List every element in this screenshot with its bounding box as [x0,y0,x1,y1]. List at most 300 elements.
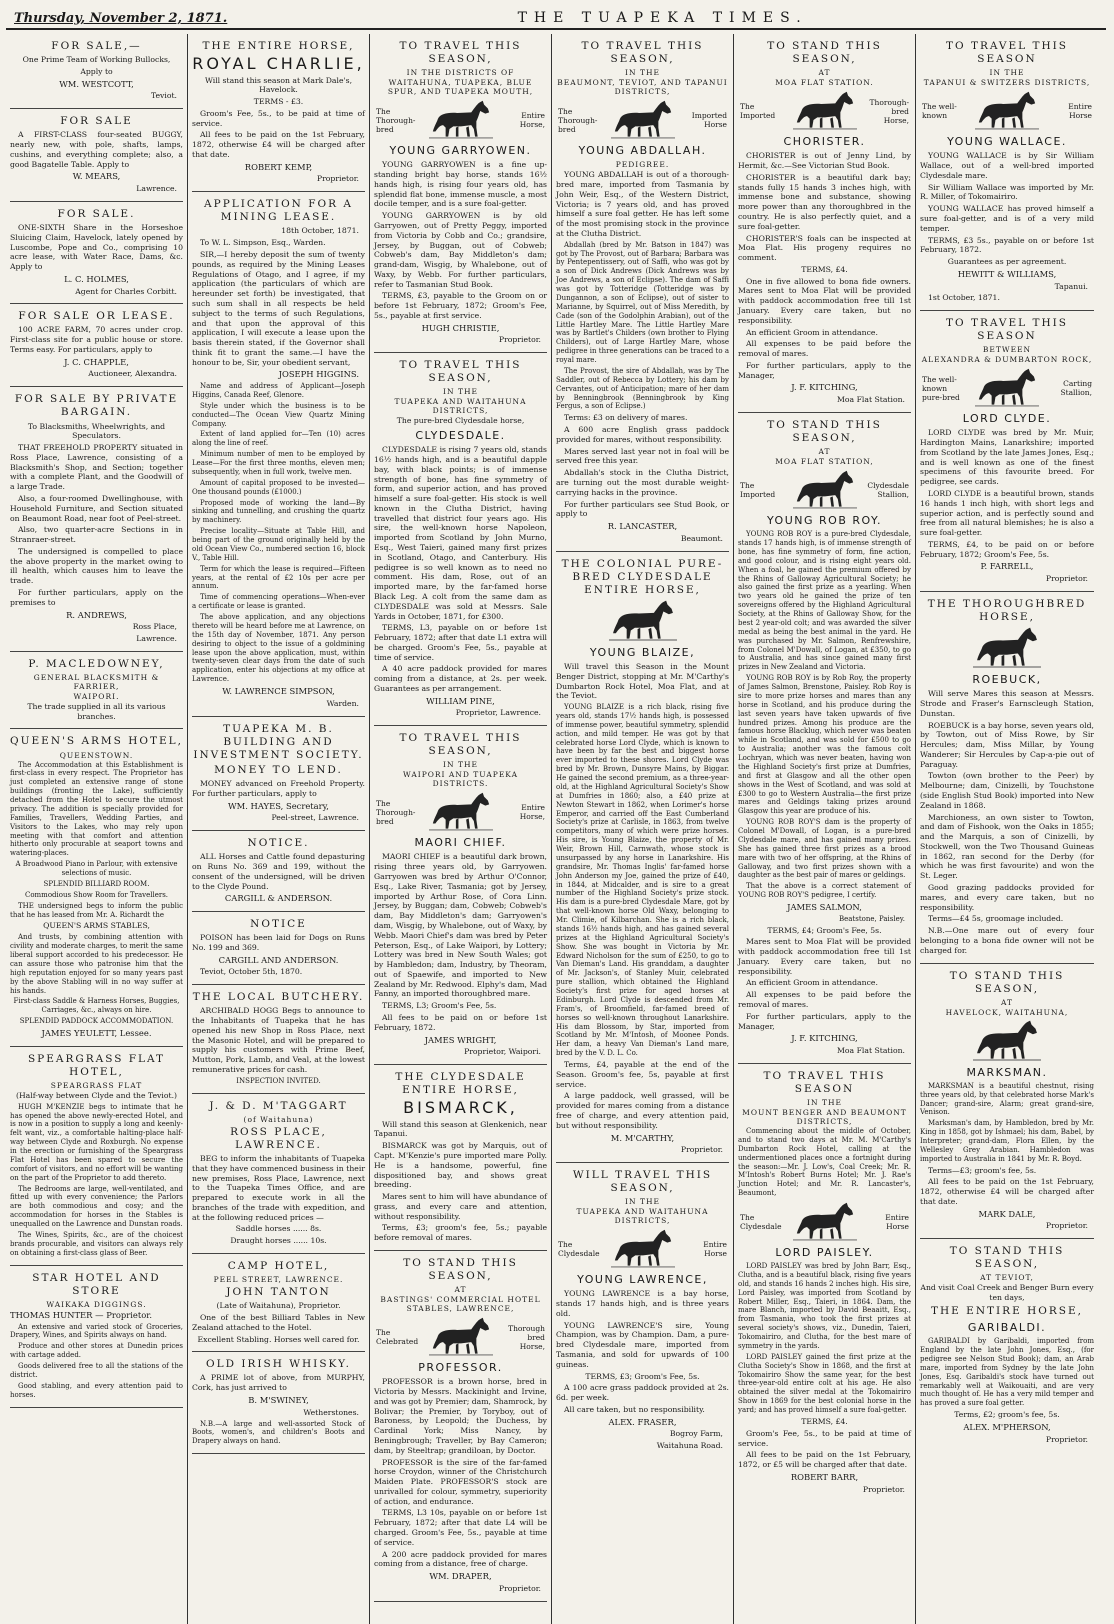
ad-text: SPLENDID PADDOCK ACCOMMODATION. [19,1017,174,1026]
ad-signature: ALEX. M'PHERSON, [963,1421,1051,1432]
proprietor-name: THOMAS HUNTER [10,1309,93,1320]
ad-terms: TERMS, £4. [801,1416,848,1426]
ad-text: PROFESSOR is the sire of the far-famed horse Croydon, winner of the Christchurch Maiden Plate. PROFESSOR'S stock are unrivalled for colour, symmetry, superiority of action, and endurance. [374,1457,547,1506]
ad-text: HUGH M'KENZIE begs to intimate that he has opened the above newly-erected Hotel, and is now in a position to supply a long and keenly-felt want, viz., a comfortable halting-place half-way between Clyde and Roxburgh. No expense in the erection or furnishing of the Speargrass Flat Hotel has been spared to secure the comfort of visitors, and no effort will be wanting on the part of the Proprietor to add thereto. [10,1102,183,1182]
ad-signature: W. LAWRENCE SIMPSON, [222,686,335,697]
horse-label-right: Entire Horse, [519,111,545,130]
horse-name: ROYAL CHARLIE, [192,54,365,74]
ad-text: Terms, £4, payable at the end of the Season. Groom's fee, 5s, payable at first service. [556,1060,729,1089]
horse-name: LORD CLYDE. [962,412,1052,426]
ad-date: Teviot, October 5th, 1870. [200,967,303,977]
ad-line: The pure-bred Clydesdale horse, [396,416,525,426]
ad-subheading: TUAPEKA AND WAITAHUNA DISTRICTS, [394,397,527,416]
ad-subheading: WAIPORI. [73,691,120,701]
ad-text: ROEBUCK is a bay horse, seven years old, by Towton, out of Miss Rowe, by Sir Hercules; dam, Miss Millar, by Young Wanderer; Sir Hercules by Cap-a-pie out of Paraguay. [920,720,1094,769]
ad-roebuck [920,592,1094,964]
ad-text: INSPECTION INVITED. [236,1076,321,1085]
ad-text: Abdallah (bred by Mr. Batson in 1847) was got by The Provost, out of Barbara; Barbara was by Pentepentissery, out of Saffi, who was got by a son of Dick Andrews (Dick Andrews was by Joe Andrews, a son of Eclipse). The dam of Saffi was got by Totteridge (Totteridge was by Dungannon, a son of Eclipse), out of sister to Marianne, by Squirrel, out of Miss Meredith, by Cade (son of the Godolphin Arabian), out of the Little Hartley Mare. The Little Hartley Mare was by Bartlet's Childers (own brother to Flying Childers), out of Large Hartley Mare, whose pedigree in three generations can be traced to a royal mare. [556,240,729,365]
ad-signature: B. M'SWINEY, [248,1395,309,1406]
ad-text: LORD CLYDE was bred by Mr. Muir, Hardington Mains, Lanarkshire; imported from Scotland by the late James Jones, Esq.; and is well known as one of the finest specimens of this favourite breed. For pedigree, see cards. [920,428,1094,487]
ad-heading: NOTICE. [247,837,310,850]
horse-illustration-row [376,1316,545,1358]
horse-name: YOUNG ABDALLAH. [578,144,707,158]
horse-illustration-row [740,1201,909,1243]
ad-text: For further particulars see Stud Book, or apply to [556,499,729,519]
horse-icon [429,99,493,141]
horse-illustration-row [376,791,545,833]
ad-place: Waitahuna Road. [656,1441,723,1451]
ad-place: Beaumont. [680,533,723,543]
ad-signature: JOSEPH HIGGINS. [278,369,359,380]
ad-text: Commodious Show Room for Travellers. [24,890,169,899]
ad-place: Proprietor. [1045,1221,1088,1231]
ad-text: Terms, £2; groom's fee, 5s. [954,1410,1060,1420]
ad-garibaldi [920,1239,1094,1451]
ad-farm [10,304,183,387]
ad-date: 18th October, 1871. [281,226,359,236]
ad-text: Sir William Wallace was imported by Mr. R. Miller, of Tokomairiro. [920,182,1094,202]
horse-name: MAORI CHIEF. [414,836,507,850]
ad-signature: CARGILL & ANDERSON. [224,893,333,904]
ad-signature: R. ANDREWS, [66,609,127,620]
ad-signature: ROBERT KEMP, [244,161,313,172]
horse-illustration-row [558,99,727,141]
ad-lord-paisley [738,1064,911,1501]
ad-heading: TO STAND THIS SEASON, [949,969,1065,995]
price-item: Saddle horses [235,1224,291,1234]
ad-text: YOUNG GARRYOWEN is a fine up-standing bright bay horse, stands 16½ hands high, is rising four years old, has splendid flat bone, immense muscle, a most docile temper, and is a sure foal-getter. [374,160,547,209]
horse-label-right: Entire Horse [885,1213,909,1232]
column-2 [188,34,370,1624]
horse-name: GARIBALDI. [967,1321,1047,1335]
ad-line: Will stand this season at Mark Dale's, Havelock. [204,75,353,95]
ad-heading: THE THOROUGHBRED HORSE, [927,597,1087,624]
ad-heading: TO STAND THIS SEASON, [403,1257,518,1283]
ad-heading: OLD IRISH WHISKY. [206,1358,351,1371]
ad-text: SPLENDID BILLIARD ROOM. [43,879,150,888]
ad-signature: HEWITT & WILLIAMS, [957,268,1057,279]
ad-text: Terms, £3; groom's fee, 5s.; payable before removal of mares. [374,1223,547,1243]
ad-signature: HUGH CHRISTIE, [421,322,500,333]
ad-subheading: MOA FLAT STATION, [775,457,874,467]
price-line: Draught horses ...... 10s. [230,1236,327,1246]
ad-text: MONEY advanced on Freehold Property. For further particulars, apply to [192,779,365,798]
ad-text: YOUNG ROB ROY is by Rob Roy, the property of James Salmon, Brenstone, Paisley. Rob Roy is sire to more prize horses and mares than any horse in Scotland, and his produce during the last seven years have taken upwards of five hundred prizes. Among his produce are the famous horse Blacklug, which never was beaten while in Scotland, and was sold for £500 to go to Australia; another was the famous colt Lochryan, which was never beaten, having won the Highland Society's first prize at Dumfries, and first at Glasgow and all the other open shows in the West of Scotland, and was sold at £300 to go to Western Australia—the first prize mares and Geldings taking prizes around Glasgow this year are produce of his. [738,674,911,816]
column-4 [552,34,734,1624]
ad-heading: TO STAND THIS SEASON, [767,418,882,445]
ad-text: Guarantees as per agreement. [947,257,1067,267]
ad-chorister [738,34,911,413]
ad-text: Will stand this season at Glenkenich, near Tapanui. [374,1119,547,1139]
ad-text: SIR,—I hereby deposit the sum of twenty pounds, as required by the Mining Leases Regulations of Otago, and I agree, if my application (the particulars of which are hereunder set forth) be investigated, that such sum shall in all respects be held subject to the terms of such Regulations, and that upon the approval of this application, I will execute a lease upon the basis therein stated, if the Governor shall think fit to grant the same.—I have the honour to be, Sir, your obedient servant, [192,250,365,367]
ad-notice-poison [192,912,365,985]
ad-heading: SPEARGRASS FLAT HOTEL, [27,1052,166,1078]
horse-label-right: Thorough-bred Horse, [869,97,909,125]
horse-name: LORD PAISLEY. [775,1246,874,1260]
ad-line: (Late of Waitahuna), Proprietor. [216,1301,341,1311]
ad-text: TERMS, £3, payable to the Groom on or before 1st February, 1872; Groom's Fee, 5s., payable at first service. [374,291,547,320]
ad-text: Good grazing paddocks provided for mares, and every care taken, but no responsibility. [920,883,1094,912]
ad-subheading: AT [818,447,831,457]
horse-label-left: The Thorough-bred [558,106,598,134]
ad-signature: JAMES WRIGHT, [424,1034,497,1045]
ad-signature: J. F. KITCHING, [791,382,858,393]
ad-subheading: IN THE [443,760,478,770]
ad-heading: JOHN TANTON [226,1286,331,1299]
ad-text: Terms—£3; groom's fee, 5s. [928,1165,1037,1175]
ad-text: CLYDESDALE is rising 7 years old, stands 16½ hands high, and is a beautiful dapple bay, with black points; is of immense strength of bone, has fine symmetry of form, and superior action, and has proved himself a sure foal-getter. His stock is well known in the Clutha District, having travelled that district four years ago. His sire, the well-known horse Napoleon, imported from Scotland by John Murno, Esq., West Taieri, gained many first prizes in Scotland, Otago, and Canterbury. His pedigree is so well known as to need no comment. His dam, Rose, out of an imported mare, by the far-famed horse Black Leg. A colt from the same dam as CLYDESDALE was sold at Messrs. Sale Yards in October, 1871, for £300. [374,445,547,621]
ad-signature: ALEX. FRASER, [608,1416,677,1427]
horse-label-left: The Thorough-bred [376,106,416,134]
ad-signature: WM. HAYES, Secretary, [228,800,329,811]
ad-place: Wetherstones. [303,1407,359,1417]
ad-text: Proposed mode of working the land—By sinking and tunnelling, and crushing the quartz by machinery. [192,498,365,525]
horse-label-right: Entire Horse, [519,803,545,822]
ad-subheading: HAVELOCK, WAITAHUNA, [945,1007,1069,1017]
ad-text: Terms—£4 5s, groomage included. [928,914,1064,924]
masthead [6,6,1106,30]
newspaper-title: THE TUAPEKA TIMES. [517,10,808,26]
horse-name: BISMARCK, [403,1098,518,1118]
proprietor-role: Proprietor. [106,1309,153,1320]
ad-text: All fees to be paid on or before 1st February, 1872. [374,1012,547,1032]
ad-text: TERMS, £4, to be paid on or before February, 1872; Groom's Fee, 5s. [920,539,1094,559]
horse-icon [793,90,857,132]
ad-heading: FOR SALE BY PRIVATE BARGAIN. [14,393,179,419]
ad-subheading: WAIPORI AND TUAPEKA DISTRICTS. [402,770,519,789]
ad-text: All expenses to be paid before the removal of mares. [738,990,911,1010]
ad-mining-lease [192,192,365,716]
ad-place: Beatstone, Paisley. [838,914,905,923]
ad-subheading: GENERAL BLACKSMITH & FARRIER, [33,672,160,691]
horse-name: PROFESSOR. [418,1361,503,1375]
price-line: Saddle horses ...... 8s. [235,1224,322,1234]
ad-text: Mares sent to Moa Flat will be provided with paddock accommodation free till 1st January. Every care taken, but no responsibility. [738,937,911,976]
ad-heading: THE COLONIAL PURE-BRED CLYDESDALE ENTIRE HORSE, [561,557,724,596]
horse-illustration-row [740,90,909,132]
ad-subheading: PEDIGREE. [615,160,670,170]
horse-icon [975,90,1039,132]
ad-subheading: MOA FLAT STATION. [775,78,874,88]
ad-place: Moa Flat Station. [837,1046,905,1056]
ad-place: Peel-street, Lawrence. [271,813,359,823]
ad-text: LORD CLYDE is a beautiful brown, stands 16 hands 1 inch high, with short legs and superior action, and is perfectly sound and free from all natural blemishes; he is also a sure foal-getter. [920,489,1094,538]
ad-text: YOUNG ABDALLAH is out of a thorough-bred mare, imported from Tasmania by John Weir, Esq., of the Western District, Victoria; is 7 years old, and has proved himself a sure foal getter. He has left some of the most promising stock in the province at the Clutha District. [556,170,729,238]
horse-name: YOUNG WALLACE. [947,135,1067,149]
ad-subheading: BEAUMONT, TEVIOT, AND TAPANUI DISTRICTS, [557,78,728,97]
ad-place: Proprietor. [316,174,359,184]
ad-text: ARCHIBALD HOGG Begs to announce to the Inhabitants of Tuapeka that he has opened his new Shop in Ross Place, next the Masonic Hotel, and will be prepared to supply his customers with Prime Beef, Mutton, Pork, Lamb, and Veal, at the lowest remunerative prices for cash. [192,1006,365,1074]
ad-text: Good stabling, and every attention paid to horses. [10,1381,183,1399]
horse-label-right: Entire Horse [1068,102,1092,121]
horse-label-right: Carting Stallion, [1060,379,1092,398]
horse-illustration-row [740,469,909,511]
ad-heading: WILL TRAVEL THIS SEASON, [572,1169,713,1195]
ad-subheading: ALEXANDRA & DUMBARTON ROCK, [921,355,1093,365]
ad-place: Lawrence. [136,634,177,644]
ad-heading: TO TRAVEL THIS SEASON [946,317,1068,343]
horse-label-left: The Clydesdale [558,1240,600,1259]
ad-text: The Provost, the sire of Abdallah, was by The Saddler, out of Rebecca by Lottery; his dam by Cervantes, out of Anticipation; mare of her dam by Benningbrook (Benningbrook by King Fergus, a son of Eclipse.) [556,366,729,411]
horse-name: YOUNG GARRYOWEN. [389,144,532,158]
ad-text: All fees to be paid on the 1st February, 1872, or £5 will be charged after that date. [738,1450,911,1470]
ad-subheading: SPEARGRASS FLAT [50,1080,143,1090]
horse-label-left: The Celebrated [376,1328,419,1347]
price-item: Draught horses [230,1236,291,1246]
ad-place: Lawrence. [136,184,177,194]
ad-text: Style under which the business is to be conducted—The Ocean View Quartz Mining Company. [192,401,365,428]
ad-place: Teviot. [150,91,177,101]
ad-place: Proprietor, Waipori. [464,1047,541,1057]
horse-label-left: The Clydesdale [740,1213,782,1232]
ad-place: Proprietor. [862,1484,905,1494]
horse-icon [611,99,675,141]
ad-signature: J. C. CHAPPLE, [64,356,129,367]
ad-place: Auctioneer, Alexandra. [88,369,177,379]
horse-name: YOUNG LAWRENCE, [577,1273,708,1287]
ad-text: PROFESSOR is a brown horse, bred in Victoria by Messrs. Mackinight and Irvine, and was got by Premier; dam, Shamrock, by Bolivar; the Premier, by Toryboy, out of Baroness, by Leopold; the Duchess, by Cardinal York; Miss Nancy, by Beningbrough; Traveller, by Bay Cameron; dam, by Steeltrap; grandiloan, by Doctor. [374,1377,547,1455]
ad-signature: ROBERT BARR, [790,1471,859,1482]
ad-heading: THE CLYDESDALE ENTIRE HORSE, [395,1070,526,1097]
ad-text: MARKSMAN is a beautiful chestnut, rising three years old, by that celebrated horse Mark's Dancer; grand-sire, Alarm; great grand-sire, Venison. [920,1081,1094,1117]
ad-heading: P. MACLEDOWNEY, [28,657,165,670]
ad-clydesdale [374,353,547,726]
horse-icon [609,599,677,643]
ad-young-lawrence [556,1163,729,1458]
horse-label-right: Clydesdale Stallion, [867,481,909,500]
ad-subheading: WAITAHUNA, TUAPEKA, BLUE SPUR, AND TUAPEKA MOUTH, [387,78,534,97]
ad-text: Time of commencing operations—When-ever a certificate or lease is granted. [192,593,365,611]
ad-place: Agent for Charles Corbitt. [75,286,177,296]
ad-bullocks [10,34,183,109]
ad-heading: ROSS PLACE, LAWRENCE. [230,1125,327,1151]
ad-text: BISMARCK was got by Marquis, out of Capt. M'Kenzie's pure imported mare Polly. He is a handsome, powerful, fine dispositioned bay, and shows great breeding. [374,1141,547,1190]
ad-text: For further particulars, apply to the Manager, [738,1011,911,1031]
ad-signature: J. F. KITCHING, [791,1033,858,1044]
horse-name: YOUNG ROB ROY. [766,514,883,528]
issue-date: Thursday, November 2, 1871. [14,11,228,26]
ad-young-rob-roy [738,413,911,1064]
horse-icon [429,791,493,833]
ad-text: A 100 acre grass paddock provided at 2s. 6d. per week. [556,1383,729,1403]
ad-notice-cattle [192,831,365,912]
horse-icon [975,367,1039,409]
column-5 [734,34,916,1624]
ad-heading: TO STAND THIS SEASON, [949,1245,1065,1271]
horse-icon [429,1316,493,1358]
ad-text: All expenses to be paid before the removal of mares. [738,339,911,359]
ad-text: YOUNG ROB ROY is a pure-bred Clydesdale, stands 17 hands high, is of immense strength of bone, has fine symmetry of form, fine action, and good colour, and is rising eight years old. When a foal, he gained the premium offered by the Rhins of Galloway Agricultural Society; he also gained the first prize as a yearling. When two years old he gained the prize of ten sovereigns offered by the Highland Agricultural Society, at the Rhins of Galloway Show, for the best 2 year-old colt; and was awarded the silver medal as being the best animal in the yard. He was purchased by Mr. Salmon, Renfrewshire, from Colonel M'Dowall, of Logan, at £350, to go to Australia, and has since gained many first prizes in New Zealand and Victoria. [738,530,911,672]
ad-text: The Wines, Spirits, &c., are of the choicest brands procurable, and visitors can always rely on obtaining a first-class glass of Beer. [10,1230,183,1257]
ad-text: N.B.—One mare out of every four belonging to a bona fide owner will not be charged for. [920,926,1094,955]
ad-text: Goods delivered free to all the stations of the district. [10,1362,183,1379]
horse-name: CHORISTER. [783,135,866,149]
ad-text: Commencing about the middle of October, and to stand two days at Mr. M. M'Carthy's Dumbarton Rock Hotel, calling at the undermentioned places once a fortnight during the season:—Mr. J. Low's, Coal Creek; Mr. R. M'Intosh's Robert Burns Hotel; Mr. J. Rae's Junction Hotel; and Mr. R. Lancaster's, Beaumont, [738,1127,911,1198]
ad-signature: L. C. HOLMES, [64,273,129,284]
ad-heading: STAR HOTEL AND STORE [32,1271,161,1297]
ad-text: Marchioness, an own sister to Towton, and dam of Fishook, won the Oaks in 1855; and the Marquis, a son of Cinizelli, by Stockwell, won the Two Thousand Guineas in 1862, ran second for the Derby (for which he was first favourite) and won the St. Leger. [920,812,1094,881]
ad-signature: MARK DALE, [978,1208,1036,1219]
ad-text: BEG to inform the inhabitants of Tuapeka that they have commenced business in their new premises, Ross Place, Lawrence, next to the Tuapeka Times Office, and are prepared to execute work in all the branches of the trade with expedition, and at the following reduced prices — [192,1153,365,1222]
ad-text: CHORISTER is a beautiful dark bay; stands fully 15 hands 3 inches high, with immense bone and substance, showing more power than any thoroughbred in the country. He is also perfectly quiet, and a sure foal-getter. [738,172,911,231]
ad-subheading: TUAPEKA AND WAITAHUNA DISTRICTS, [576,1207,709,1226]
horse-illustration-row [922,90,1092,132]
ad-text: The above application, and any objections thereto will be heard before me at Lawrence, on the 15th day of November, 1871. Any person desiring to object to the issue of a goldmining lease upon the above application, must, within twenty-seven clear days from the date of such application, enter his objections at my office at Lawrence. [192,613,365,684]
ad-text: TERMS, L3 10s, payable on or before 1st February, 1872; after that date L4 will be charged. Groom's Fee, 5s., payable at time of service. [374,1508,547,1547]
ad-text: Marksman's dam, by Hambledon, bred by Mr. King in 1858, got by Ishmael; his dam, Babel, by Interpreter; grand-dam, Flora Ellen, by the Wellesley Grey Arabian. Hambledon was imported to Australia in 1841 by Mr. R. Boyd. [920,1119,1094,1163]
ad-heading: TO TRAVEL THIS SEASON, [399,732,522,758]
ad-date: 1st October, 1871. [928,293,1000,303]
horse-icon [611,1228,675,1270]
ad-text: YOUNG WALLACE is by Sir William Wallace, out of a well-bred imported Clydesdale mare. [920,151,1094,180]
ad-text: One of the best Billiard Tables in New Zealand attached to the Hotel. [192,1313,365,1332]
ad-text: LORD PAISLEY was bred by John Barr, Esq., Clutha, and is a beautiful black, rising five years old, and stands 16 hands 2 inches high. His sire, Lord Paisley, was imported from Scotland by Robert Miller, Esq., Taieri, in 1864. Dam, the mare Blanch, imported by David Beaaitt, Esq., from Tasmania, who took the first prizes at several society's shows, viz., Dunedin, Taieri, Tokomairiro, and Clutha, for the best mare of symmetry in the yards. [738,1262,911,1350]
ad-text: YOUNG WALLACE has proved himself a sure foal-getter, and is of a very mild temper. [920,204,1094,233]
ad-heading: FOR SALE [60,115,133,128]
ad-heading: TO TRAVEL THIS SEASON [763,1069,886,1095]
ad-subheading: (of Waitahuna) [243,1114,314,1124]
ad-text: Amount of capital proposed to be invested—One thousand pounds (£1000.) [192,478,365,496]
ad-text: TERMS, L3, payable on or before 1st February, 1872; after that date L1 extra will be charged. Groom's Fee, 5s., payable at time of service. [374,623,547,662]
ad-text: Towton (own brother to the Peer) by Melbourne; dam, Cinizelli, by Touchstone (side English Stud Book) imported into New Zealand in 1868. [920,771,1094,810]
horse-name: ROEBUCK, [972,673,1042,687]
ad-heading: NOTICE [250,917,307,930]
ad-text: Mares sent to him will have abundance of grass, and every care and attention, without responsibility. [374,1192,547,1221]
ad-place: Bogroy Farm, [669,1429,723,1439]
ad-bismarck [374,1065,547,1251]
ad-text: ALL Horses and Cattle found depasturing on Runs No. 369 and 199, without the consent of the undersigned, will be driven to the Clyde Pound. [192,852,365,891]
ad-text: All fees to be paid on the 1st February, 1872, otherwise £4 will be charged after that date. [920,1177,1094,1206]
horse-label-right: Imported Horse [691,111,727,130]
ad-text: LORD PAISLEY gained the first prize at the Clutha Society's Show in 1868, and the first at Tokomairiro Show the same year, for the best three-year-old entire colt at his age. He also obtained the silver medal at the Tokomairiro Show in 1869 for the best colonial horse in the yard; and has proved himself a sure foal-getter. [738,1352,911,1415]
ad-text: An efficient Groom in attendance. [746,978,878,988]
ad-subheading: AT [454,1285,467,1295]
ad-text: All care taken, but no responsibility. [564,1404,705,1414]
ad-text: Will travel this Season in the Mount Benger District, stopping at Mr. M'Carthy's Dumbarton Rock Hotel, Moa Flat, and at the Teviot. [556,661,729,701]
horse-name: YOUNG BLAIZE, [589,645,696,659]
ad-whisky [192,1352,365,1454]
ad-text: For further particulars, apply to the Manager, [738,360,911,380]
ad-text: A 40 acre paddock provided for mares coming from a distance, at 2s. per week. Guarantees as per arrangement. [374,664,547,693]
column-3 [370,34,552,1624]
ad-private-bargain [10,387,183,652]
ad-camp-hotel [192,1254,365,1352]
ad-subheading: MOUNT BENGER AND BEAUMONT DISTRICTS, [742,1108,907,1127]
horse-label-left: The Imported [740,481,776,500]
ad-speargrass-hotel [10,1047,183,1266]
ad-line: One Prime Team of Working Bullocks, [22,55,171,65]
ad-signature: WM. DRAPER, [429,1571,492,1582]
ad-text: QUEEN'S ARMS STABLES, [43,921,150,931]
ad-subheading: AT [818,68,831,78]
ad-text: A 600 acre English grass paddock provided for mares, without responsibility. [556,425,729,444]
ad-place: Ross Place, [132,622,177,632]
ad-marksman [920,964,1094,1240]
ad-heading: FOR SALE OR LEASE. [18,310,175,323]
ad-text: Minimum number of men to be employed by Lease—For the first three months, eleven men; subsequently, when in full work, twelve men. [192,450,365,476]
ad-signature: CARGILL AND ANDERSON. [218,954,339,965]
ad-text: MAORI CHIEF is a beautiful dark brown, rising three years old, by Garryowen. Garryowen was bred by Arthur O'Connor, Esq., Lake River, Tasmania; got by Jersey, imported by Arthur Rose, of Cora Linn. Jersey, by Buggan; dam, Cobweb; Cobweb's dam, Bay Middleton's dam; Garryowen's dam, Wisgig, by Whalebone, out of Waxy, by Webb. Maori Chief's dam was bred by Peter Peterson, Esq., of Lake Waipori, by Lottery; Lottery was bred in New South Wales; got by Hambledon; dam, Industry, by Theoram, out of Spaewife, and imported to New Zealand by Mr. Redwood. Elphy's dam, Mad Fanny, an imported thoroughbred mare. [374,852,547,999]
ad-text: YOUNG LAWRENCE is a bay horse, stands 17 hands high, and is three years old. [556,1289,729,1318]
horse-label-right: Thorough bred Horse, [508,1323,545,1351]
ad-text: To W. L. Simpson, Esq., Warden. [200,238,326,248]
ad-place: Proprietor. [498,335,541,345]
ad-text: And trusts, by combining attention with civility and moderate charges, to merit the same liberal support accorded to his predecessor. He can assure those who patronise him that the high reputation enjoyed for so many years past by the above Stabling will in no way suffer at his hands. [10,933,183,995]
ad-lord-clyde [920,311,1094,592]
ad-text: A FIRST-CLASS four-seated BUGGY, nearly new, with pole, shafts, lamps, cushins, and everything complete; also, a good Bagatelle Table. Apply to [10,130,183,169]
ad-sluicing-share [10,202,183,304]
ad-text: CHORISTER'S foals can be inspected at Moa Flat. His progeny requires no comment. [738,233,911,263]
ad-signature: JAMES SALMON, [787,902,862,913]
ad-subheading: QUEENSTOWN. [59,750,134,760]
ad-text: Will serve Mares this season at Messrs. Strode and Fraser's Earnscleugh Station, Dunstan. [920,689,1094,718]
ad-heading: J. & D. M'TAGGART [209,1099,348,1112]
ad-signature: WILLIAM PINE, [426,695,495,706]
ad-text: Term for which the lease is required—Fifteen years, at the rental of £2 10s per acre per annum. [192,564,365,591]
ad-heading: FOR SALE. [57,207,136,220]
ad-text: An extensive and varied stock of Groceries, Drapery, Wines, and Spirits always on hand. [10,1322,183,1340]
ad-heading: THE LOCAL BUTCHERY. [192,991,365,1004]
ad-subheading: PEEL STREET, LAWRENCE. [213,1275,344,1285]
ad-text: TERMS, £3 5s., payable on or before 1st February, 1872. [920,235,1094,255]
ad-heading: TO TRAVEL THIS SEASON, [581,40,704,66]
ad-subheading: AT [1000,997,1013,1007]
ad-text: Groom's Fee, 5s., to be paid at time of service. [192,108,365,128]
horse-label-left: The well-known [922,102,957,121]
ad-young-abdallah [556,34,729,552]
ad-heading: TUAPEKA M. B. BUILDING AND INVESTMENT SOCIETY. [193,722,364,761]
horse-label-left: The Imported [740,102,776,121]
price-value: 10s. [310,1236,327,1246]
ad-heading: THE ENTIRE HORSE, [931,1305,1083,1318]
horse-name: MARKSMAN. [966,1065,1048,1079]
ad-heading: MONEY TO LEND. [214,763,343,776]
ad-buggy [10,109,183,202]
ad-text: Also, two quarter-acre Sections in in Stranraer-street. [10,525,183,545]
ad-subheading: BETWEEN [982,345,1032,355]
ad-line: And visit Coal Creek and Benger Burn every ten days, [920,1283,1094,1303]
horse-illustration-row [376,99,545,141]
horse-icon [793,1201,857,1243]
column-6 [916,34,1098,1624]
ad-heading: APPLICATION FOR A MINING LEASE. [204,198,353,224]
ad-signature: M. M'CARTHY, [610,1132,675,1143]
ad-subheading: IN THE [443,387,478,397]
ad-text: A large paddock, well grassed, will be provided for mares coming from a distance free of charge, and every attention paid, but without responsibility. [556,1091,729,1130]
ad-text: Also, a four-roomed Dwellinghouse, with Household Furniture, and Section situated on Beaumont Road, near foot of Peel-street. [10,493,183,523]
ad-terms: TERMS - £3. [253,97,304,107]
ad-text: TERMS, L3; Groom's Fee, 5s. [382,1001,497,1011]
ad-young-blaize [556,552,729,1163]
ad-heading: THE ENTIRE HORSE, [202,40,355,52]
ad-subheading: IN THE [625,1197,660,1207]
horse-illustration-row [558,1228,727,1270]
ad-text: An efficient Groom in attendance. [746,327,878,337]
ad-mtaggart [192,1094,365,1254]
ad-blacksmith [10,652,183,730]
ad-heading: CAMP HOTEL, [227,1259,330,1272]
ad-subheading: IN THE [989,68,1025,78]
ad-text: N.B.—A large and well-assorted Stock of Boots, women's, and children's Boots and Drapery always on hand. [192,1419,365,1446]
ad-heading: TO TRAVEL THIS SEASON [946,40,1068,66]
ad-young-wallace [920,34,1094,311]
ad-subheading: BASTINGS' COMMERCIAL HOTEL STABLES, LAWRENCE, [380,1295,541,1314]
ad-text: TERMS, £3; Groom's Fee, 5s. [585,1371,700,1381]
ad-place: Proprietor. [680,1145,723,1155]
ad-text: Mares served last year not in foal will be served free this year. [556,446,729,466]
ad-place: Proprietor. [1045,574,1088,584]
horse-illustration-row [922,367,1092,409]
